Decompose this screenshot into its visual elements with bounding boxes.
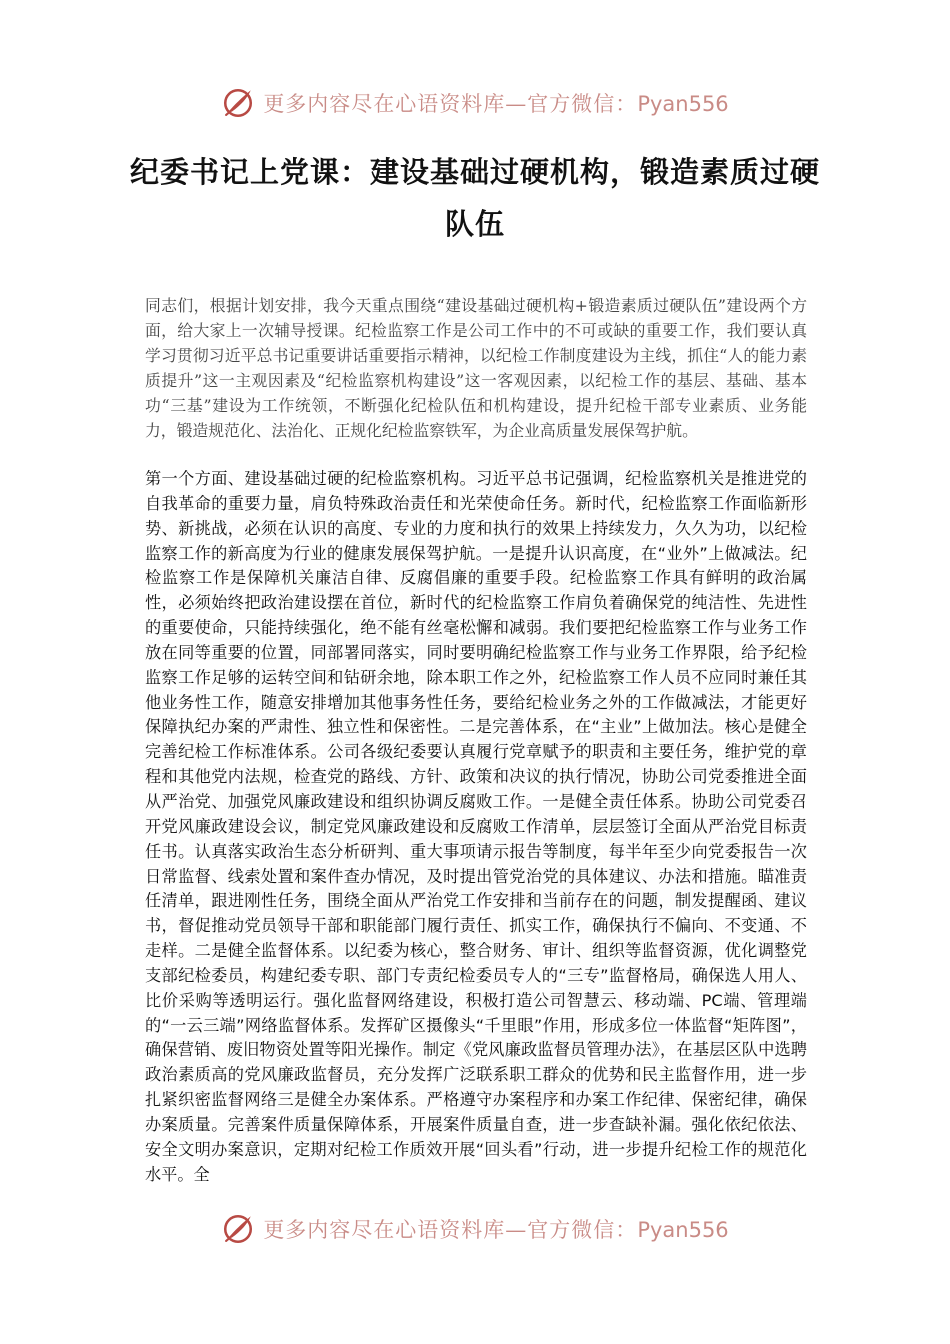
watermark-text: 更多内容尽在心语资料库—官方微信：Pyan556	[263, 92, 729, 116]
section-one-paragraph: 第一个方面、建设基础过硬的纪检监察机构。习近平总书记强调，纪检监察机关是推进党的自我革命的重要力量，肩负特殊政治责任和光荣使命任务。新时代，纪检监察工作面临新形势、新挑战，必须在认识的高度、专业的力度和执行的效果上持续发力，久久为功，以纪检监察工作的新高度为行业的健康发展保驾护航。一是提升认识高度，在“业外”上做减法。纪检监察工作是保障机关廉洁自律、反腐倡廉的重要手段。纪检监察工作具有鲜明的政治属性，必须始终把政治建设摆在首位，新时代的纪检监察工作肩负着确保党的纯洁性、先进性的重要使命，只能持续强化，绝不能有丝毫松懈和减弱。我们要把纪检监察工作与业务工作放在同等重要的位置，同部署同落实，同时要明确纪检监察工作与业务工作界限，给予纪检监察工作足够的运转空间和钻研余地，除本职工作之外，纪检监察工作人员不应同时兼任其他业务性工作，随意安排增加其他事务性任务，要给纪检业务之外的工作做减法，才能更好保障执纪办案的严肃性、独立性和保密性。二是完善体系，在“主业”上做加法。核心是健全完善纪检工作标准体系。公司各级纪委要认真履行党章赋予的职责和主要任务，维护党的章程和其他党内法规，检查党的路线、方针、政策和决议的执行情况，协助公司党委推进全面从严治党、加强党风廉政建设和组织协调反腐败工作。一是健全责任体系。协助公司党委召开党风廉政建设会议，制定党风廉政建设和反腐败工作清单，层层签订全面从严治党目标责任书。认真落实政治生态分析研判、重大事项请示报告等制度，每半年至少向党委报告一次日常监督、线索处置和案件查办情况，及时提出管党治党的具体建议、办法和措施。瞄准责任清单，跟进刚性任务，围绕全面从严治党工作安排和当前存在的问题，制发提醒函、建议书，督促推动党员领导干部和职能部门履行责任、抓实工作，确保执行不偏向、不变通、不走样。二是健全监督体系。以纪委为核心，整合财务、审计、组织等监督资源，优化调整党支部纪检委员，构建纪委专职、部门专责纪检委员专人的“三专”监督格局，确保选人用人、比价采购等透明运行。强化监督网络建设，积极打造公司智慧云、移动端、PC端、管理端的“一云三端”网络监督体系。发挥矿区摄像头“千里眼”作用，形成多位一体监督“矩阵图”，确保营销、废旧物资处置等阳光操作。制定《党风廉政监督员管理办法》，在基层区队中选聘政治素质高的党风廉政监督员，充分发挥广泛联系职工群众的优势和民主监督作用，进一步扎紧织密监督网络三是健全办案体系。严格遵守办案程序和办案工作纪律、保密纪律，确保办案质量。完善案件质量保障体系，开展案件质量自查，进一步查缺补漏。强化依纪依法、安全文明办案意识，定期对纪检工作质效开展“回头看”行动，进一步提升纪检工作的规范化水平。全	[145, 469, 807, 1184]
document-title: 纪委书记上党课：建设基础过硬机构，锻造素质过硬队伍	[130, 155, 821, 241]
intro-paragraph: 同志们，根据计划安排，我今天重点围绕“建设基础过硬机构+锻造素质过硬队伍”建设两个方面，给大家上一次辅导授课。纪检监察工作是公司工作中的不可或缺的重要工作，我们要认真学习贯彻习近平总书记重要讲话重要指示精神，以纪检工作制度建设为主线，抓住“人的能力素质提升”这一主观因素及“纪检监察机构建设”这一客观因素，以纪检工作的基层、基础、基本功“三基”建设为工作统领，不断强化纪检队伍和机构建设，提升纪检干部专业素质、业务能力，锻造规范化、法治化、正规化纪检监察铁军，为企业高质量发展保驾护航。	[145, 296, 807, 441]
footer-watermark	[0, 1212, 950, 1246]
quill-logo-icon	[221, 1212, 255, 1246]
wechat-id: Pyan556	[637, 1218, 729, 1242]
quill-logo-icon	[221, 86, 255, 120]
wechat-id: Pyan556	[637, 92, 729, 116]
header-watermark	[0, 86, 950, 120]
watermark-text: 更多内容尽在心语资料库—官方微信：Pyan556	[263, 1218, 729, 1242]
